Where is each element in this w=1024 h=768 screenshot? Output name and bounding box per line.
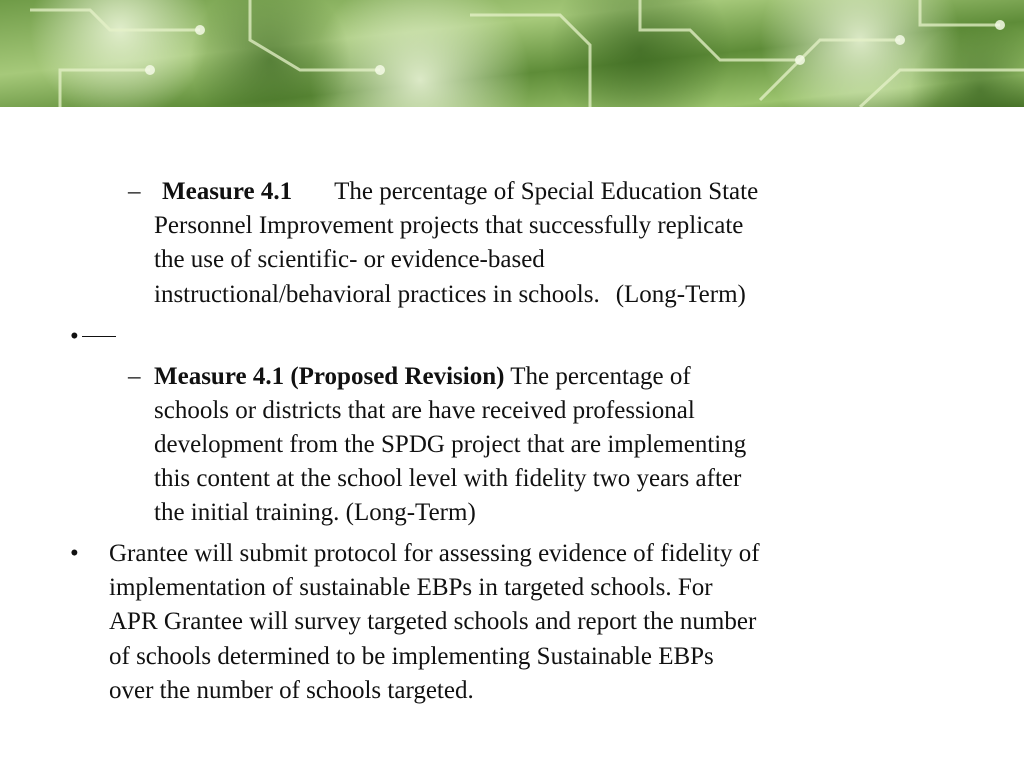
bullet-point: • <box>70 323 79 350</box>
revision-line-1 <box>154 360 691 394</box>
grantee-text: implementation of sustainable EBPs in targeted schools. For <box>109 574 713 601</box>
empty-dash-line <box>82 336 116 337</box>
measure-line-1 <box>162 175 758 209</box>
revision-text: schools or districts that are have received professional <box>154 397 695 424</box>
grantee-text: APR Grantee will survey targeted schools and report the number <box>109 608 757 635</box>
revision-text: The percentage of <box>510 363 691 390</box>
measure-text: instructional/behavioral practices in schools. <box>154 281 600 308</box>
measure-text: the use of scientific- or evidence-based <box>154 246 545 273</box>
measure-line-4 <box>154 278 746 312</box>
dash-bullet: – <box>128 178 141 205</box>
grantee-text: over the number of schools targeted. <box>109 677 474 704</box>
revision-text: this content at the school level with fidelity two years after <box>154 465 742 492</box>
term-label: (Long-Term) <box>615 281 746 308</box>
grantee-text: Grantee will submit protocol for assessing evidence of fidelity of <box>109 540 760 567</box>
revision-text: development from the SPDG project that are implementing <box>154 431 747 458</box>
measure-text: Personnel Improvement projects that successfully replicate <box>154 212 744 239</box>
bullet-point: • <box>70 540 79 567</box>
revision-text: the initial training. (Long-Term) <box>154 499 476 526</box>
grantee-text: of schools determined to be implementing Sustainable EBPs <box>109 643 714 670</box>
measure-text: The percentage of Special Education State <box>334 178 759 205</box>
revision-label: Measure 4.1 (Proposed Revision) <box>154 363 505 390</box>
dash-bullet: – <box>128 363 141 390</box>
measure-label: Measure 4.1 <box>162 178 293 205</box>
